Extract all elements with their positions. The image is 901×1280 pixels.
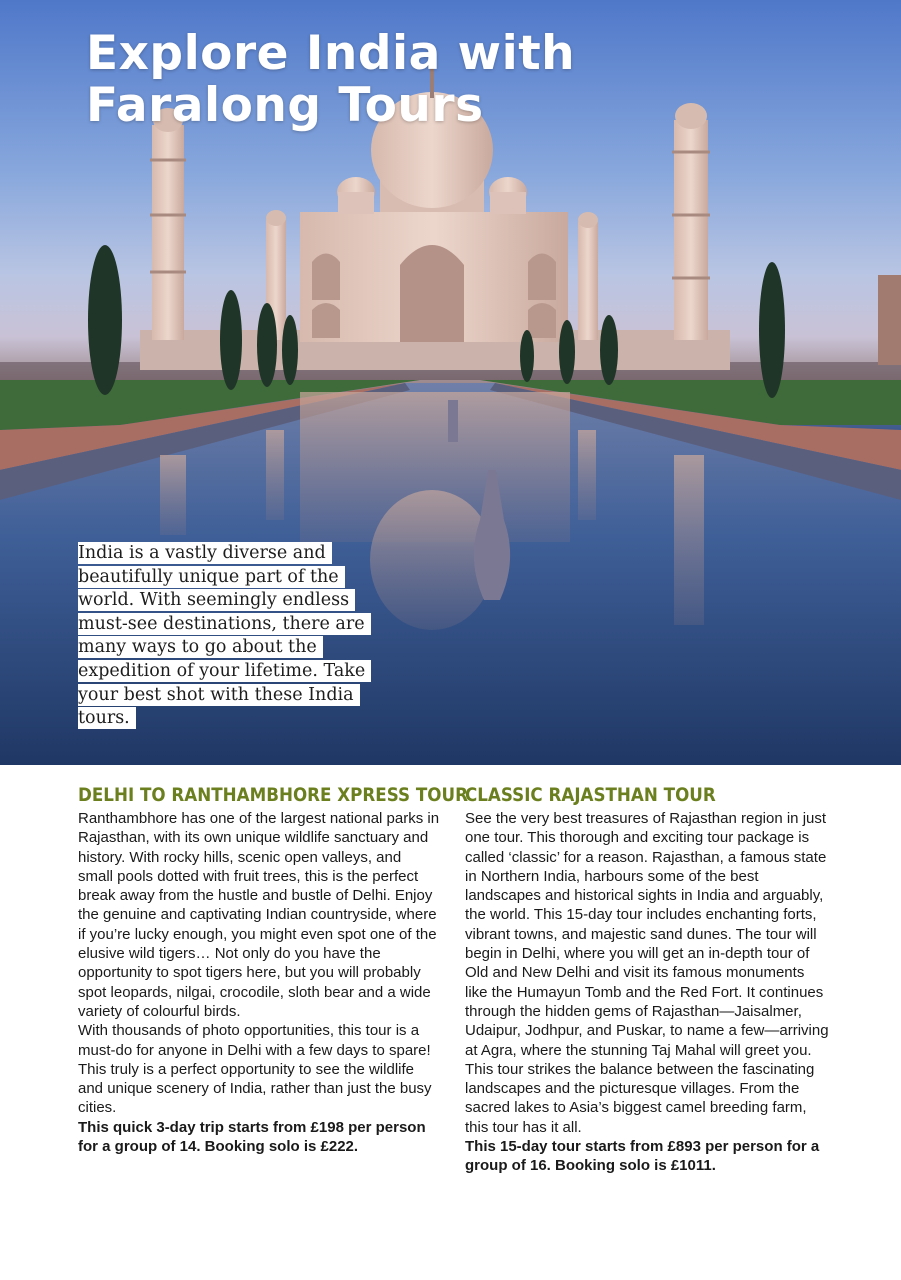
tour-description: Ranthambhore has one of the largest national parks in Rajasthan, with its own unique wildlife sanctuary and history. With rocky hills, scenic open valleys, and small pools dotted with fruit trees, this is the perfect break away from the hustle and bustle of Delhi. Enjoy the genuine and captivating Indian countryside, where if you’re lucky enough, you might even spot one of the elusive wild tigers… Not only do you have the opportunity to spot tigers here, but you will probably spot leopards, nilgai, crocodile, sloth bear and a wide variety of colourful birds.: [78, 810, 440, 1020]
intro-paragraph: India is a vastly diverse and beautifully unique part of the world. With seemingly endless must-see destinations, there are many ways to go about the expedition of your lifetime. Take your best shot with these India tours.: [78, 542, 371, 729]
tour-description-continued: With thousands of photo opportunities, this tour is a must-do for anyone in Delhi with a few days to spare! This truly is a perfect opportunity to see the wildlife and unique scenery of India, rather than just the busy cities.: [78, 1022, 432, 1117]
tour-heading: CLASSIC RAJASTHAN TOUR: [465, 784, 716, 806]
tour-description: See the very best treasures of Rajasthan region in just one tour. This thorough and exciting tour package is called ‘classic’ for a reason. Rajasthan, a famous state in Northern India, harbours some of the best landscapes and historical sights in India and arguably, the world. This 15-day tour includes enchanting forts, vibrant towns, and majestic sand dunes. The tour will begin in Delhi, where you will get an in-depth tour of Old and New Delhi and visit its famous monuments like the Humayun Tomb and the Red Fort. It continues through the hidden gems of Rajasthan—Jaisalmer, Udaipur, Jodhpur, and Puskar, to name a few—arriving at Agra, where the stunning Taj Mahal will greet you. This tour strikes the balance between the fascinating landscapes and the picturesque villages. From the sacred lakes to Asia’s biggest camel breeding farm, this tour has it all.: [465, 810, 829, 1136]
tour-price: This quick 3-day trip starts from £198 per person for a group of 14. Booking solo is £222.: [78, 1118, 426, 1156]
tour-price: This 15-day tour starts from £893 per person for a group of 16. Booking solo is £1011.: [465, 1138, 820, 1175]
tour-article-classic-rajasthan: [465, 782, 830, 1176]
tour-heading: DELHI TO RANTHAMBHORE XPRESS TOUR: [78, 784, 468, 806]
tour-article-delhi-ranthambhore: [78, 782, 468, 1156]
intro-text: [78, 542, 393, 731]
page-title: Explore India with Faralong Tours: [86, 26, 576, 133]
